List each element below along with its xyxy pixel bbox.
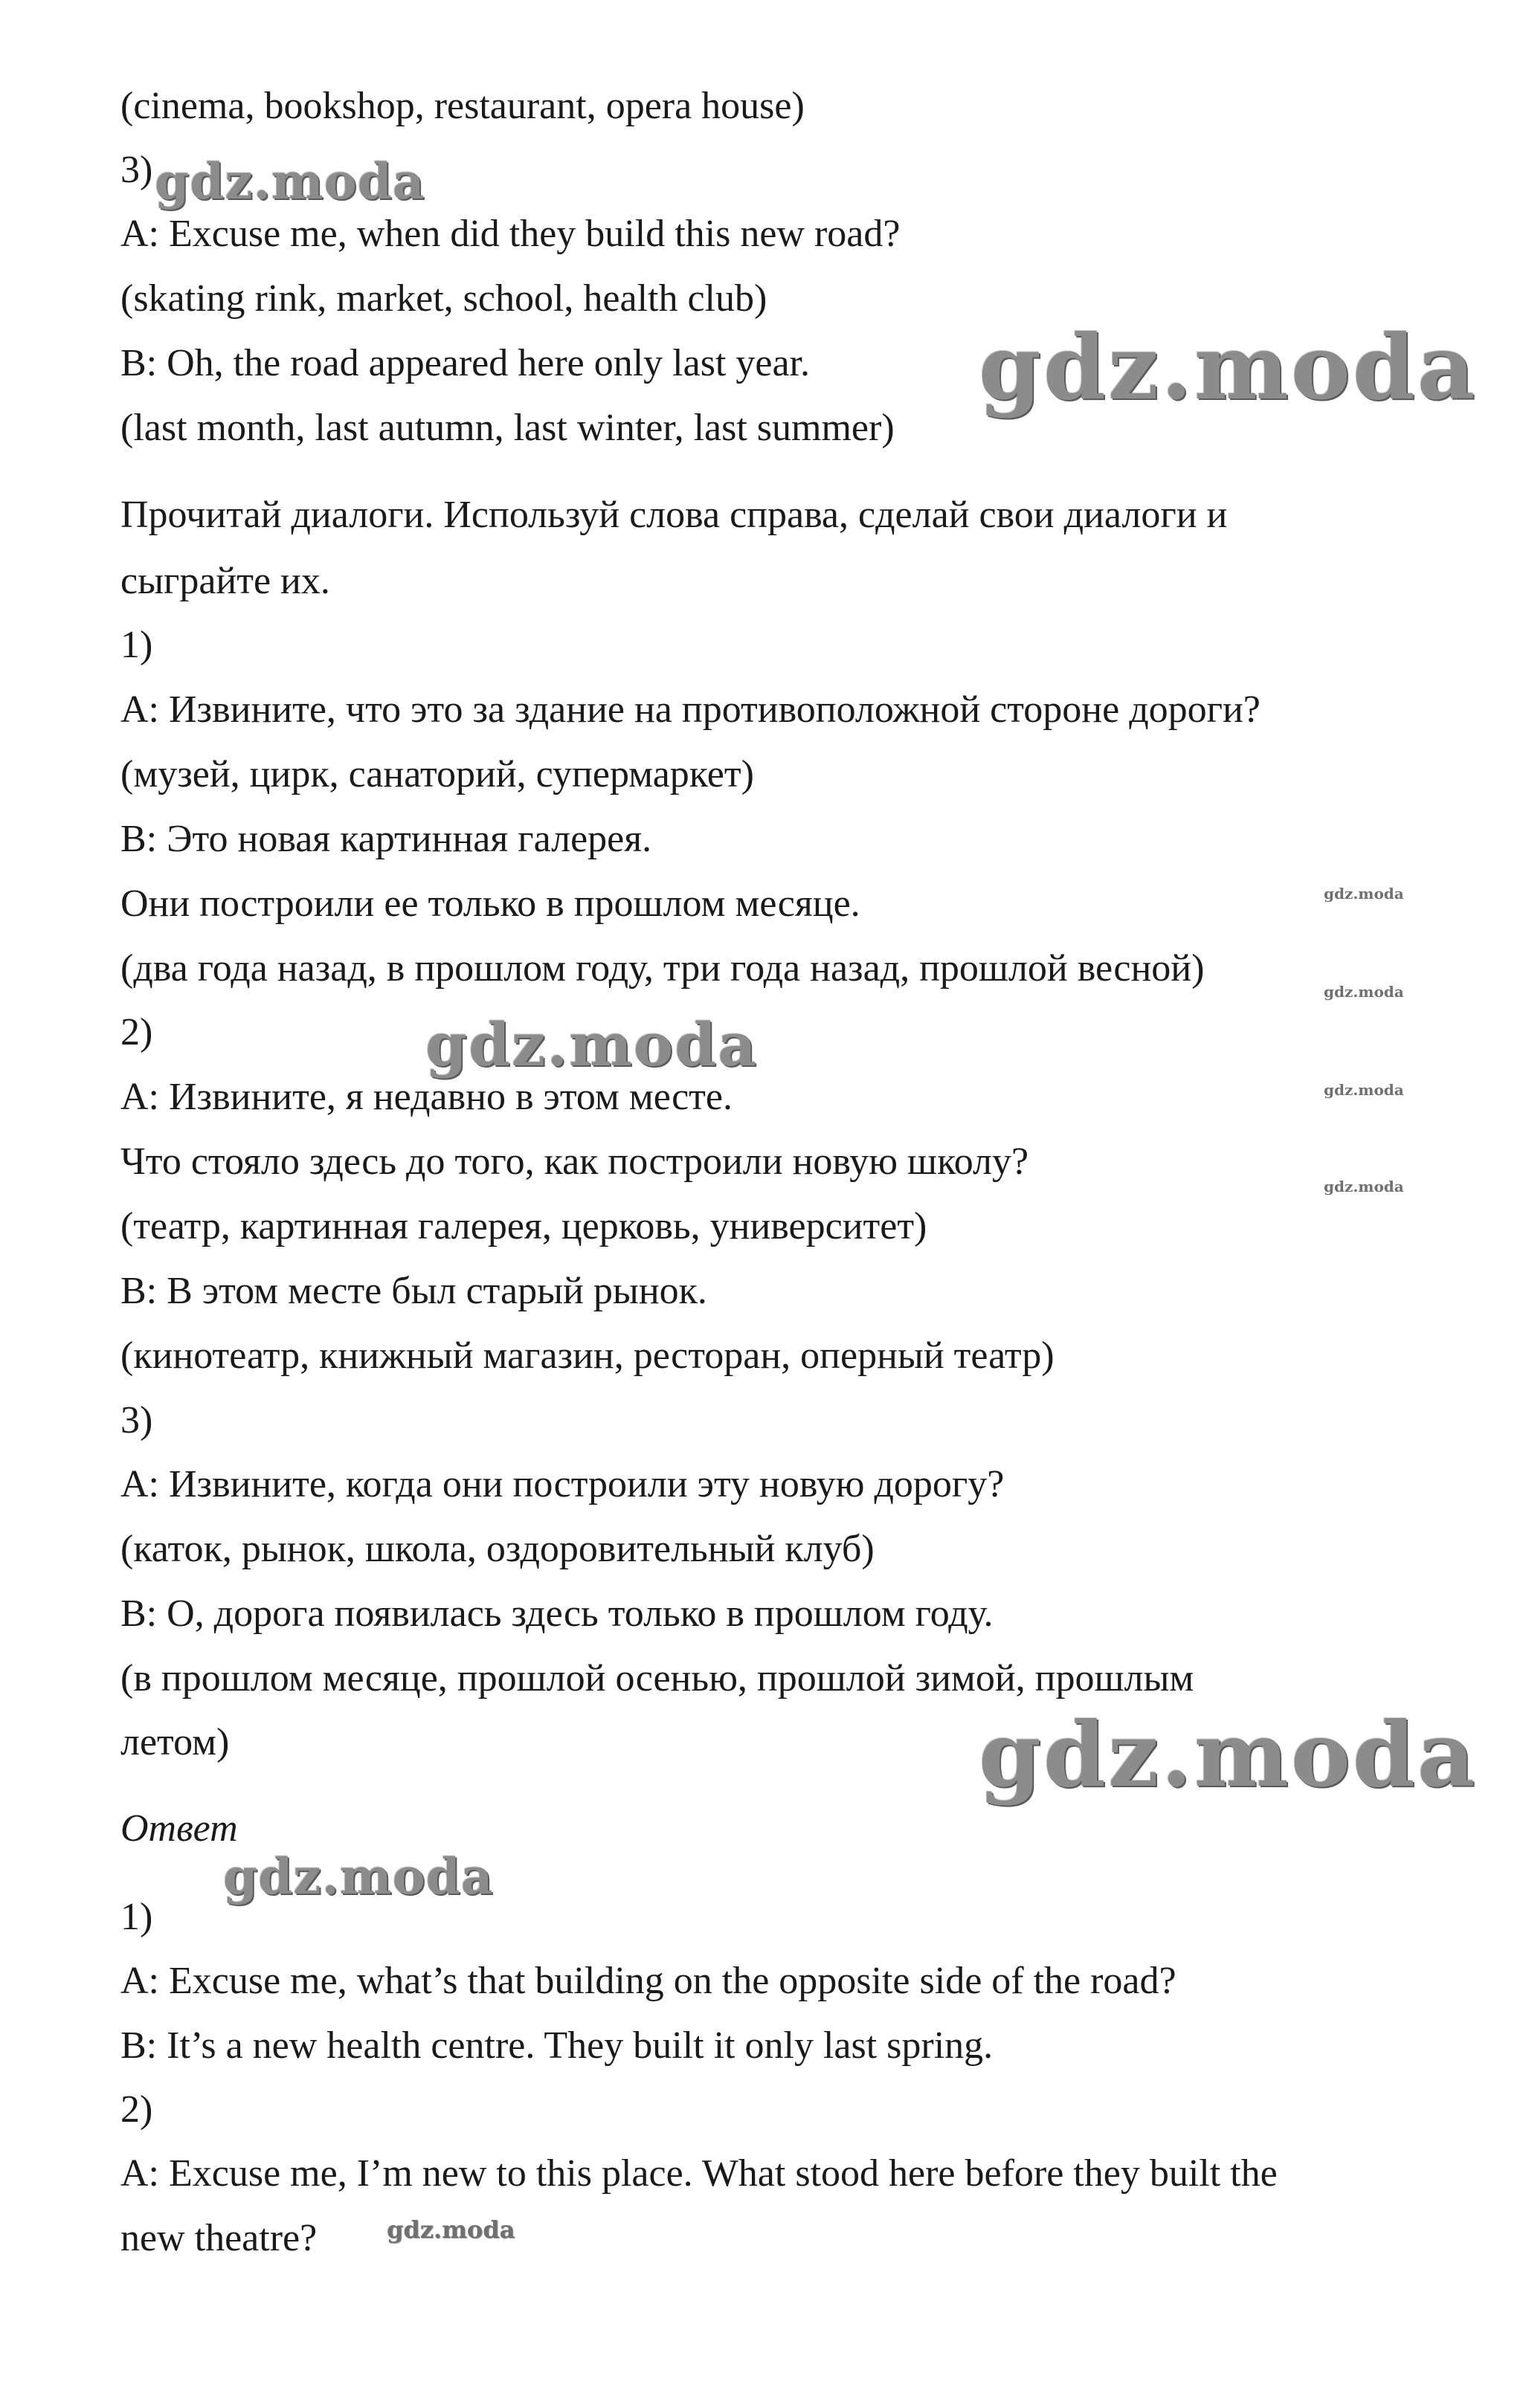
text-line: В: В этом месте был старый рынок. (120, 1270, 707, 1312)
answer-line: A: Excuse me, I’m new to this place. What stood here before they built the (120, 2152, 1278, 2195)
task-instruction: сыграйте их. (120, 560, 330, 602)
text-line: А: Извините, я недавно в этом месте. (120, 1076, 733, 1118)
text-line: А: Извините, что это за здание на противоположной стороне дороги? (120, 688, 1261, 731)
text-line: (в прошлом месяце, прошлой осенью, прошлой зимой, прошлым (120, 1657, 1194, 1700)
text-line: А: Извините, когда они построили эту новую дорогу? (120, 1463, 1005, 1505)
answer-line: B: It’s a new health centre. They built it only last spring. (120, 2024, 994, 2067)
answer-line: A: Excuse me, what’s that building on the opposite side of the road? (120, 1960, 1176, 2002)
watermark-logo: gdz.moda (387, 2215, 515, 2244)
text-line: летом) (120, 1721, 230, 1763)
watermark-logo: gdz.moda (425, 1010, 758, 1079)
text-line: A: Excuse me, when did they build this new road? (120, 213, 901, 255)
text-line: Они построили ее только в прошлом месяце. (120, 882, 860, 925)
text-line: (театр, картинная галерея, церковь, университет) (120, 1205, 927, 1247)
watermark-logo: gdz.moda (1324, 1178, 1404, 1195)
item-number: 3) (120, 1399, 153, 1442)
text-line: В: О, дорога появилась здесь только в прошлом году. (120, 1592, 994, 1635)
text-line: (два года назад, в прошлом году, три года назад, прошлой весной) (120, 947, 1205, 990)
task-instruction: Прочитай диалоги. Используй слова справа, сделай свои диалоги и (120, 494, 1228, 536)
text-line: B: Oh, the road appeared here only last year. (120, 342, 810, 384)
item-number: 1) (120, 624, 153, 666)
watermark-logo: gdz.moda (1324, 885, 1404, 903)
item-number: 3) (120, 149, 153, 191)
text-line: (музей, цирк, санаторий, супермаркет) (120, 753, 754, 795)
watermark-logo: gdz.moda (1324, 1081, 1404, 1099)
watermark-logo: gdz.moda (155, 152, 425, 210)
text-line: (skating rink, market, school, health club) (120, 277, 767, 320)
answer-heading: Ответ (120, 1807, 238, 1850)
text-line: (кинотеатр, книжный магазин, ресторан, оперный театр) (120, 1334, 1055, 1377)
watermark-logo: gdz.moda (979, 315, 1478, 420)
watermark-logo: gdz.moda (223, 1847, 494, 1905)
text-line: (cinema, bookshop, restaurant, opera house) (120, 85, 805, 127)
item-number: 1) (120, 1896, 153, 1938)
text-line: В: Это новая картинная галерея. (120, 818, 652, 860)
watermark-logo: gdz.moda (979, 1702, 1478, 1807)
watermark-logo: gdz.moda (1324, 983, 1404, 1001)
item-number: 2) (120, 1011, 153, 1053)
text-line: (каток, рынок, школа, оздоровительный клуб) (120, 1528, 875, 1570)
text-line: Что стояло здесь до того, как построили новую школу? (120, 1140, 1029, 1183)
item-number: 2) (120, 2088, 153, 2131)
answer-line: new theatre? (120, 2217, 318, 2259)
text-line: (last month, last autumn, last winter, last summer) (120, 407, 895, 449)
